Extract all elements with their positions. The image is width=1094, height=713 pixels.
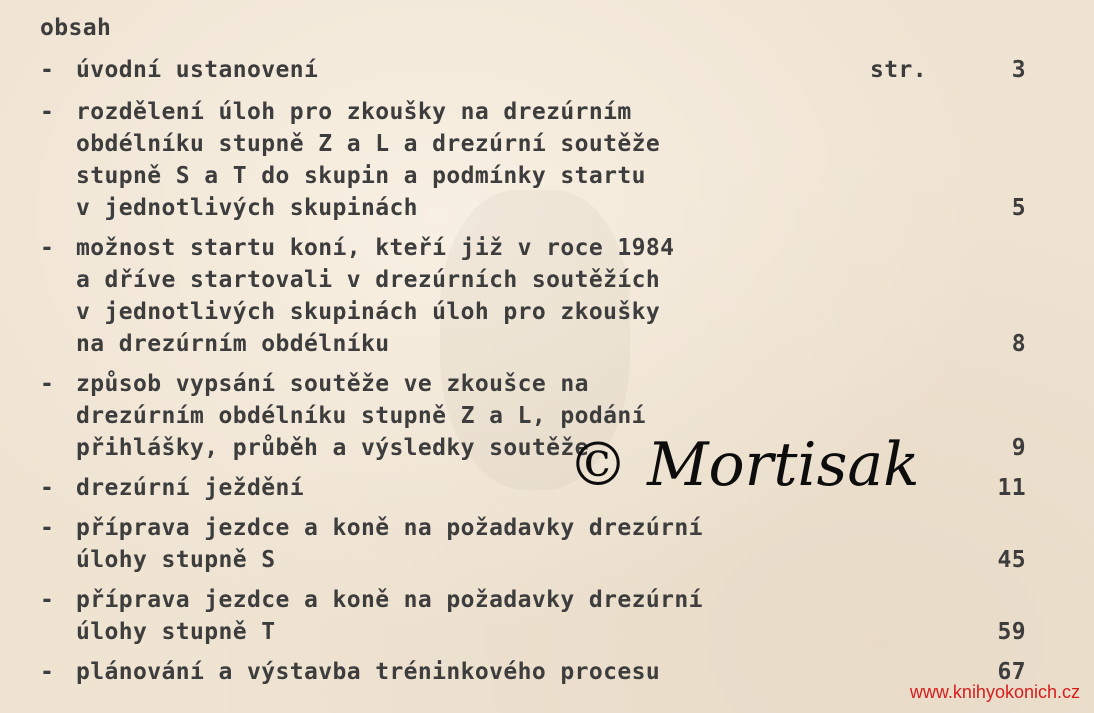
entry-text [76, 656, 1040, 688]
entry-bullet: - [40, 515, 55, 541]
entry-bullet: - [40, 99, 55, 125]
entry-page-number: 9 [1011, 435, 1026, 461]
entry-page-number: 3 [1011, 57, 1026, 83]
entry-line: způsob vypsání soutěže ve zkoušce na [76, 371, 589, 397]
entry-line: drezúrní ježdění [76, 475, 304, 501]
entry-text [76, 96, 1040, 224]
entry-bullet: - [40, 475, 55, 501]
entry-line: obdélníku stupně Z a L a drezúrní soutěže [76, 131, 661, 157]
entry-bullet: - [40, 57, 55, 83]
entry-page-number: 45 [997, 547, 1026, 573]
entry-text [76, 232, 1040, 360]
entry-page-number: 59 [997, 619, 1026, 645]
entry-line: přihlášky, průběh a výsledky soutěže [76, 435, 589, 461]
entry-line: v jednotlivých skupinách [76, 195, 418, 221]
entry-line: plánování a výstavba tréninkového procesu [76, 659, 661, 685]
entry-text [76, 512, 1040, 576]
toc-heading: obsah [40, 15, 112, 41]
toc-entry [40, 512, 1040, 576]
table-of-contents [40, 12, 1040, 696]
website-watermark: www.knihyokonich.cz [909, 682, 1080, 702]
entry-line: úvodní ustanovení [76, 57, 319, 83]
entry-page-number: 67 [997, 659, 1026, 685]
entry-line: v jednotlivých skupinách úloh pro zkoušky [76, 299, 661, 325]
toc-entry [40, 584, 1040, 648]
entry-line: možnost startu koní, kteří již v roce 1984 [76, 235, 675, 261]
toc-entry [40, 656, 1040, 688]
entry-bullet: - [40, 371, 55, 397]
entry-text [76, 584, 1040, 648]
page-prefix-label: str. [870, 57, 927, 83]
entry-line: příprava jezdce a koně na požadavky drezúrní [76, 515, 703, 541]
entry-line: drezúrním obdélníku stupně Z a L, podání [76, 403, 646, 429]
entry-page-number: 5 [1011, 195, 1026, 221]
entry-line: rozdělení úloh pro zkoušky na drezúrním [76, 99, 632, 125]
entry-line: příprava jezdce a koně na požadavky drezúrní [76, 587, 703, 613]
entry-line: a dříve startovali v drezúrních soutěžích [76, 267, 661, 293]
entry-line: stupně S a T do skupin a podmínky startu [76, 163, 646, 189]
entry-line: na drezúrním obdélníku [76, 331, 390, 357]
entry-page-number: 8 [1011, 331, 1026, 357]
entry-line: úlohy stupně T [76, 619, 276, 645]
toc-entry [40, 96, 1040, 224]
copyright-watermark: © Mortisak [568, 430, 920, 500]
entry-bullet: - [40, 659, 55, 685]
entry-line: úlohy stupně S [76, 547, 276, 573]
toc-entry [40, 232, 1040, 360]
entry-bullet: - [40, 587, 55, 613]
toc-entry [40, 54, 1040, 86]
entry-bullet: - [40, 235, 55, 261]
entry-page-number: 11 [997, 475, 1026, 501]
